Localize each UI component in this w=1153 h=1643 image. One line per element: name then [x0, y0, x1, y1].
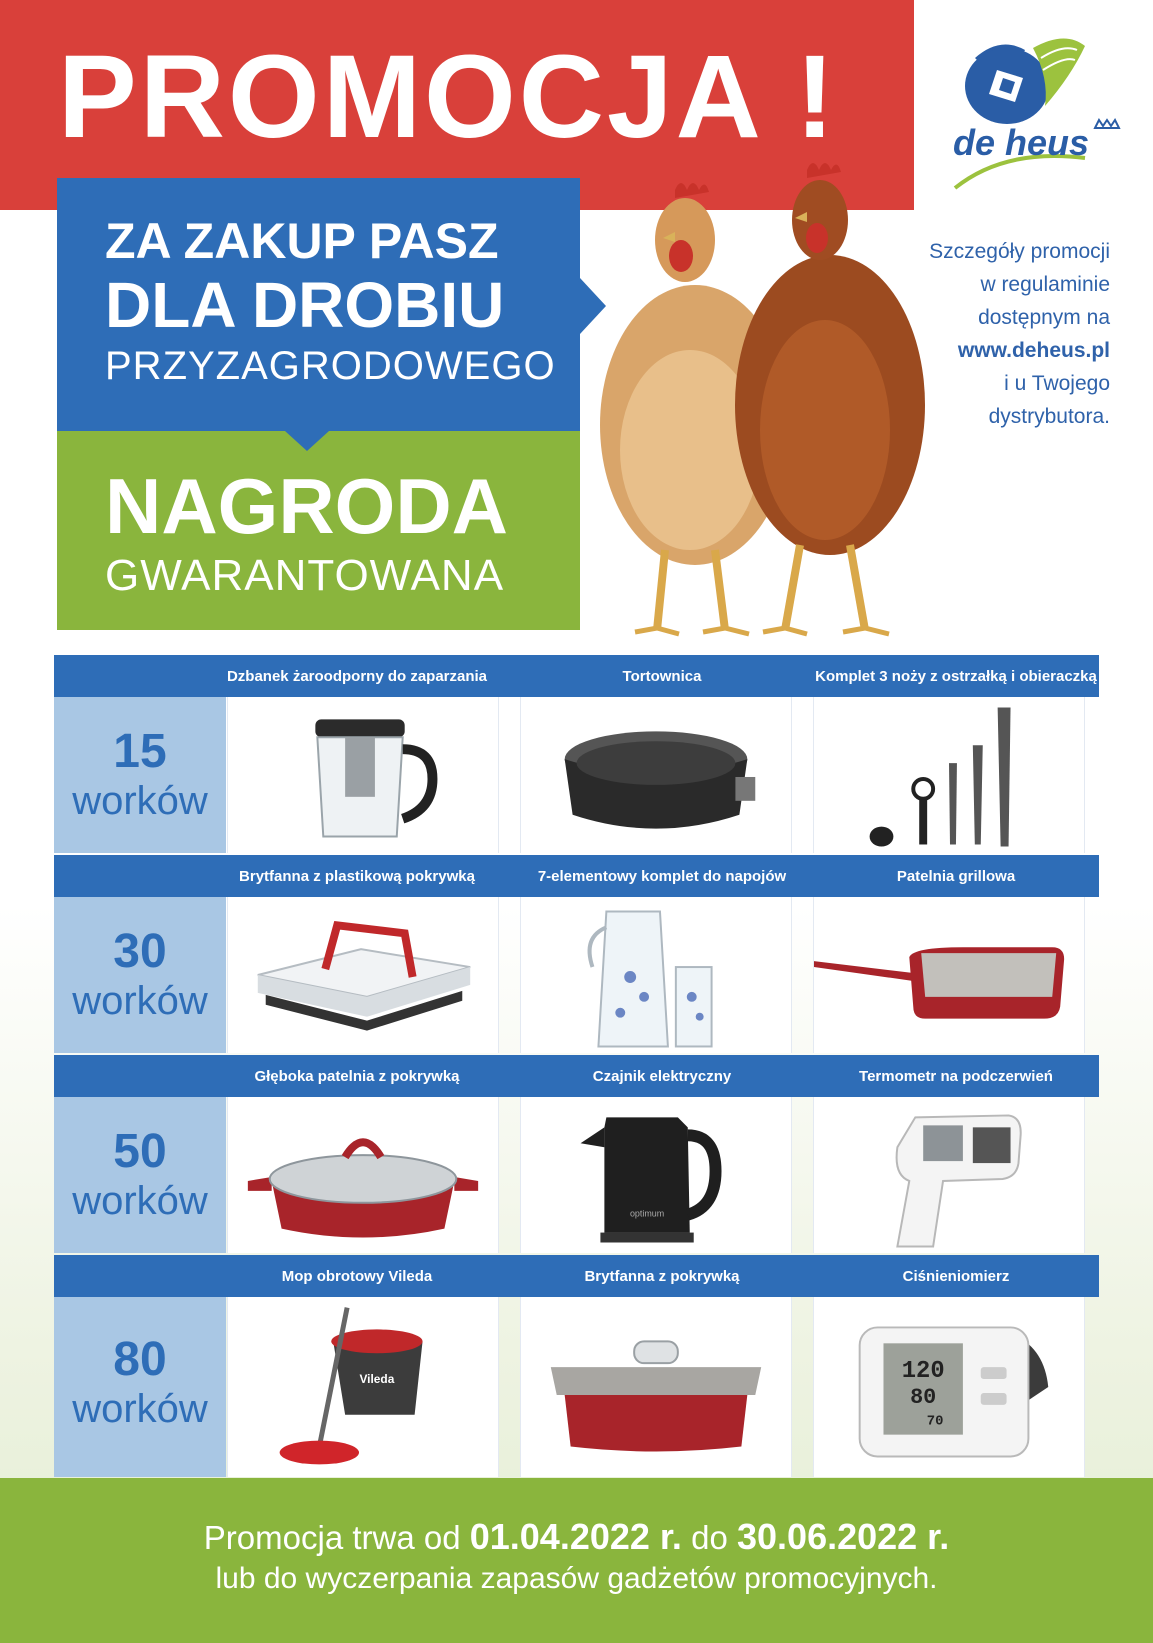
kettle-icon: [521, 1097, 791, 1253]
grill-pan-icon: [814, 897, 1084, 1053]
prize-grill-pan[interactable]: [813, 897, 1085, 1053]
roasting-pan-icon: [521, 1297, 791, 1477]
bag-count: 80: [113, 1333, 167, 1386]
bag-count: 30: [113, 925, 167, 978]
blood-pressure-monitor-icon: [814, 1297, 1084, 1477]
reward-line-1: NAGRODA: [105, 462, 508, 550]
reward-notch: [285, 431, 329, 451]
mop-brand: Vileda: [359, 1372, 395, 1387]
offer-line-3: PRZYZAGRODOWEGO: [105, 344, 556, 388]
prize-springform[interactable]: [520, 697, 792, 853]
date-from: 01.04.2022 r.: [469, 1516, 682, 1557]
details-url-link[interactable]: www.deheus.pl: [957, 339, 1110, 362]
details-line: i u Twojego: [1004, 372, 1110, 395]
dates-prefix: Promocja trwa od: [203, 1519, 461, 1556]
offer-line-1: ZA ZAKUP PASZ: [105, 213, 499, 269]
bag-count-cell: [54, 697, 226, 853]
reward-line-2: GWARANTOWANA: [105, 551, 505, 600]
hens-illustration-icon: [585, 160, 940, 645]
brand-name: de heus: [953, 122, 1090, 163]
infrared-thermometer-icon: [814, 1097, 1084, 1253]
tier-80: [54, 1255, 1099, 1477]
bag-count-cell: [54, 1297, 226, 1477]
tier-15: [54, 655, 1099, 853]
bp-diastolic: 80: [910, 1384, 937, 1410]
bag-count-cell: [54, 897, 226, 1053]
spin-mop-icon: [228, 1297, 498, 1477]
prize-drink-set[interactable]: [520, 897, 792, 1053]
bp-pulse: 70: [926, 1413, 944, 1430]
item-name: Termometr na podczerwień: [859, 1067, 1053, 1085]
offer-line-2: DLA DROBIU: [105, 269, 505, 341]
item-name: 7-elementowy komplet do napojów: [537, 867, 787, 885]
tier-header: [54, 1255, 1099, 1297]
item-name: Komplet 3 noży z ostrzałką i obieraczką: [815, 667, 1097, 685]
prize-knife-set[interactable]: [813, 697, 1085, 853]
item-name: Ciśnieniomierz: [902, 1267, 1010, 1285]
stock-notice: lub do wyczerpania zapasów gadżetów promocyjnych.: [215, 1562, 938, 1595]
details-line: dystrybutora.: [988, 405, 1110, 428]
bag-count-cell: [54, 1097, 226, 1253]
bag-count: 50: [113, 1125, 167, 1178]
promo-title: PROMOCJA !: [58, 31, 838, 163]
bag-unit: worków: [72, 1387, 208, 1431]
tier-header: [54, 855, 1099, 897]
prize-baking-tray[interactable]: [227, 897, 499, 1053]
bag-unit: worków: [72, 779, 208, 823]
prize-thermometer[interactable]: [813, 1097, 1085, 1253]
item-name: Brytfanna z pokrywką: [584, 1267, 740, 1285]
tier-50: [54, 1055, 1099, 1253]
prize-kettle[interactable]: [520, 1097, 792, 1253]
promo-dates-line: [0, 1516, 1153, 1559]
item-name: Tortownica: [622, 667, 702, 685]
kettle-brand: optimum: [629, 1208, 665, 1219]
prize-bp-monitor[interactable]: [813, 1297, 1085, 1477]
deep-pan-icon: [228, 1097, 498, 1253]
promo-dates-footer: [0, 1478, 1153, 1643]
bag-unit: worków: [72, 1179, 208, 1223]
prize-mop[interactable]: [227, 1297, 499, 1477]
tier-header: [54, 655, 1099, 697]
drink-set-icon: [521, 897, 791, 1053]
bag-count: 15: [113, 725, 167, 778]
item-name: Czajnik elektryczny: [592, 1067, 732, 1085]
tier-30: [54, 855, 1099, 1053]
tier-header: [54, 1055, 1099, 1097]
knife-set-icon: [814, 697, 1084, 853]
dates-mid: do: [691, 1519, 728, 1556]
details-line: w regulaminie: [980, 273, 1110, 296]
details-line: dostępnym na: [978, 306, 1110, 329]
item-name: Brytfanna z plastikową pokrywką: [239, 867, 475, 885]
item-name: Głęboka patelnia z pokrywką: [254, 1067, 460, 1085]
prize-teapot[interactable]: [227, 697, 499, 853]
bp-systolic: 120: [901, 1358, 945, 1386]
item-name: Dzbanek żaroodporny do zaparzania: [226, 667, 488, 685]
offer-box: [57, 178, 580, 431]
item-name: Patelnia grillowa: [896, 867, 1016, 885]
details-line: Szczegóły promocji: [929, 240, 1110, 263]
prize-deep-pan[interactable]: [227, 1097, 499, 1253]
springform-pan-icon: [521, 697, 791, 853]
bag-unit: worków: [72, 979, 208, 1023]
de-heus-logo-icon: [945, 28, 1125, 198]
baking-tray-icon: [228, 897, 498, 1053]
glass-teapot-icon: [228, 697, 498, 853]
reward-box: [57, 431, 580, 630]
item-name: Mop obrotowy Vileda: [281, 1267, 433, 1285]
prize-roasting-pan[interactable]: [520, 1297, 792, 1477]
date-to: 30.06.2022 r.: [737, 1516, 950, 1557]
